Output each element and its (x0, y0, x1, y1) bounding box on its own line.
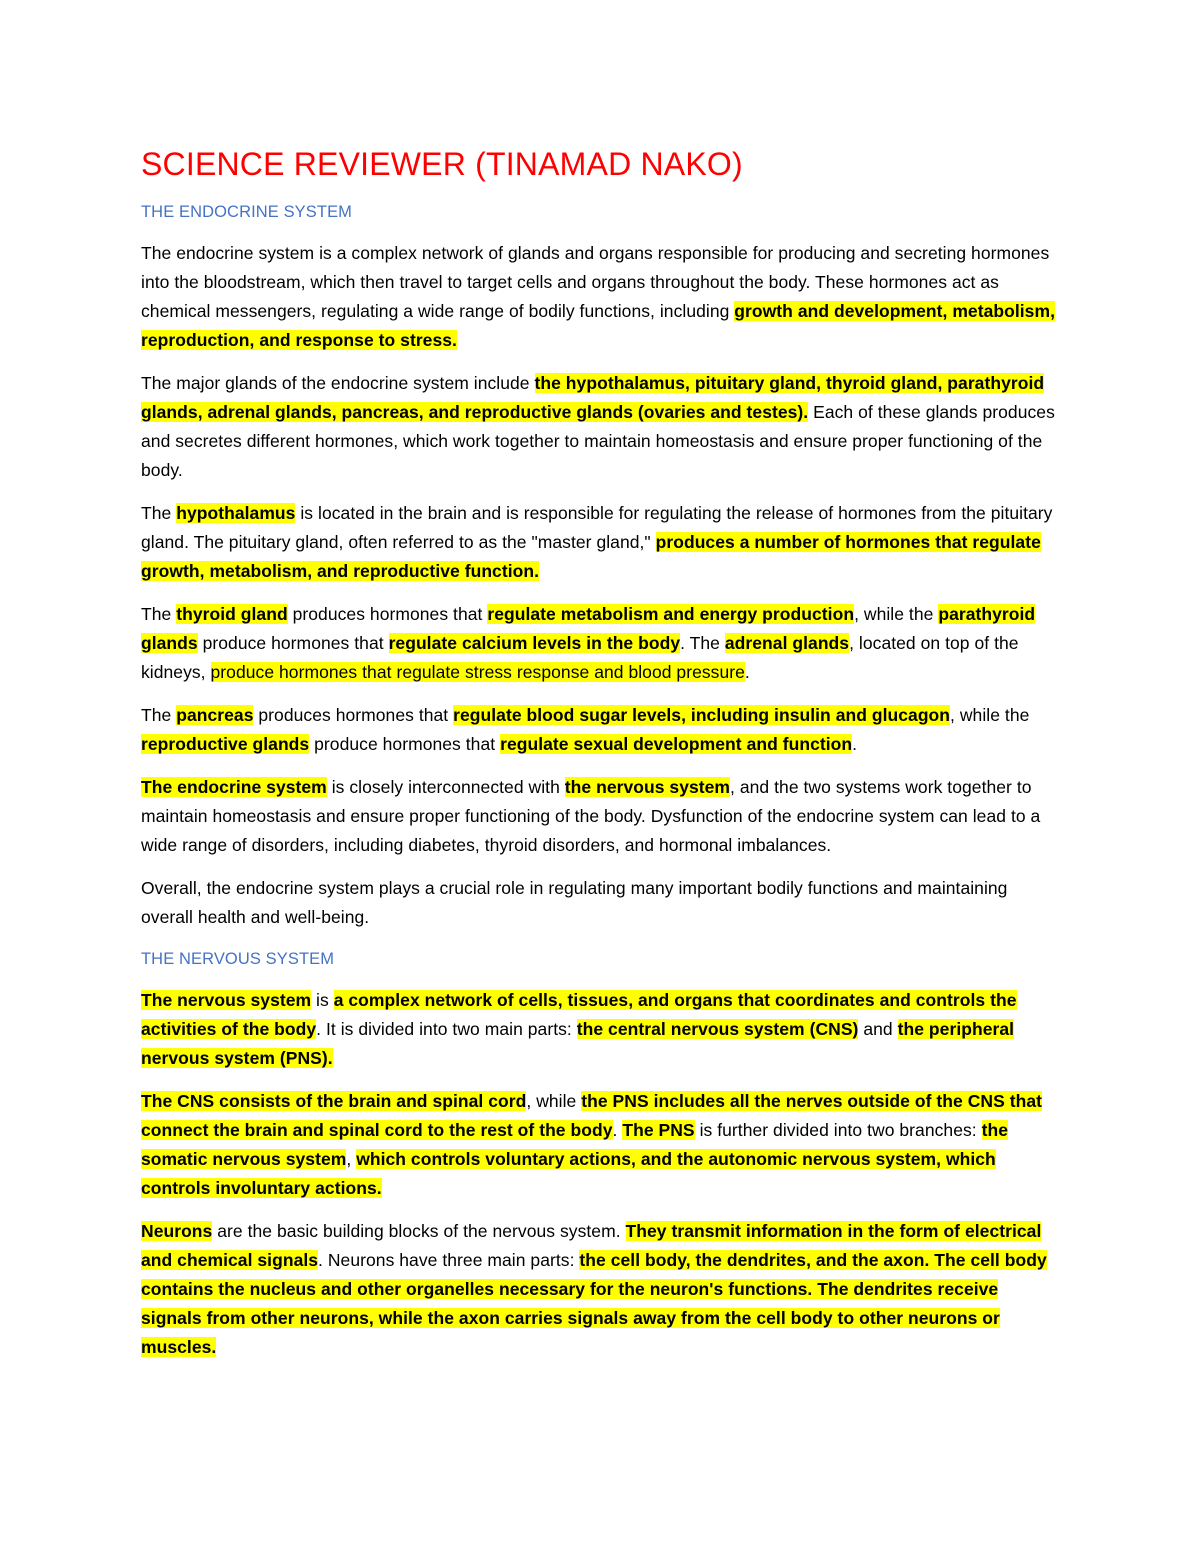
text-run: . (852, 734, 858, 754)
text-run: is further divided into two branches: (694, 1120, 982, 1140)
highlighted-text: the PNS includes all the nerves outside of the CNS that connect the brain and spinal cord to the rest of the body (141, 1091, 1042, 1140)
text-run: and (858, 1019, 898, 1039)
highlighted-text: They transmit information in the form of electrical and chemical signals (141, 1221, 1042, 1270)
paragraph (141, 1087, 1060, 1203)
paragraph (141, 1217, 1060, 1362)
highlighted-text: regulate blood sugar levels, including insulin and glucagon (453, 705, 951, 725)
text-run: The (141, 604, 177, 624)
text-run: is closely interconnected with (326, 777, 565, 797)
highlighted-text: parathyroid glands (141, 604, 1036, 653)
text-run: The (141, 705, 177, 725)
highlighted-text: produces a number of hormones that regulate growth, metabolism, and reproductive function. (141, 532, 1041, 581)
text-run: . Neurons have three main parts: (318, 1250, 580, 1270)
highlighted-text: the nervous system (564, 777, 731, 797)
text-run: , located on top of the kidneys, (141, 633, 1019, 682)
text-run: , and the two systems work together to maintain homeostasis and ensure proper functioning of the body. Dysfunction of the endocrine system can lead to a wide range of disorders, including diabetes, thyroid disorders, and hormonal imbalances. (141, 777, 1041, 855)
highlighted-text: produce hormones that regulate stress response and blood pressure (210, 662, 745, 682)
highlighted-text: growth and development, metabolism, reproduction, and response to stress. (141, 301, 1055, 350)
paragraph (141, 600, 1060, 687)
highlighted-text: pancreas (176, 705, 254, 725)
text-run: produce hormones that (309, 734, 501, 754)
section-heading-endocrine: THE ENDOCRINE SYSTEM (141, 203, 353, 221)
highlighted-text: the peripheral nervous system (PNS). (141, 1019, 1015, 1068)
text-run: Overall, the endocrine system plays a crucial role in regulating many important bodily functions and maintaining overall health and well-being. (141, 878, 1008, 927)
text-run: produces hormones that (287, 604, 488, 624)
paragraph (141, 773, 1060, 860)
text-run: . (612, 1120, 623, 1140)
highlighted-text: The CNS consists of the brain and spinal cord (141, 1091, 527, 1111)
text-run: Each of these glands produces and secretes different hormones, which work together to maintain homeostasis and ensure proper functioning of the body. (141, 402, 1055, 480)
paragraph (141, 701, 1060, 759)
highlighted-text: a complex network of cells, tissues, and organs that coordinates and controls the activities of the body (141, 990, 1017, 1039)
highlighted-text: reproductive glands (141, 734, 310, 754)
highlighted-text: regulate calcium levels in the body (388, 633, 681, 653)
text-run: produces hormones that (253, 705, 454, 725)
text-run: The (141, 503, 177, 523)
text-run: produce hormones that (197, 633, 389, 653)
highlighted-text: which controls voluntary actions, and the autonomic nervous system, which controls involuntary actions. (141, 1149, 996, 1198)
text-run: , while the (854, 604, 939, 624)
highlighted-text: the cell body, the dendrites, and the axon. The cell body contains the nucleus and other organelles necessary for the neuron's functions. The dendrites receive signals from other neurons, while the axon carries signals away from the cell body to other neurons or muscles. (141, 1250, 1047, 1357)
text-run: is located in the brain and is responsible for regulating the release of hormones from the pituitary gland. The pituitary gland, often referred to as the "master gland," (141, 503, 1053, 552)
text-run: . (744, 662, 750, 682)
highlighted-text: thyroid gland (176, 604, 288, 624)
highlighted-text: hypothalamus (176, 503, 296, 523)
highlighted-text: adrenal glands (724, 633, 850, 653)
text-run: , (346, 1149, 357, 1169)
paragraph (141, 239, 1060, 355)
highlighted-text: The endocrine system (141, 777, 327, 797)
highlighted-text: The PNS (622, 1120, 695, 1140)
text-run: is (311, 990, 334, 1010)
text-run: , while (526, 1091, 582, 1111)
paragraph (141, 499, 1060, 586)
highlighted-text: The nervous system (141, 990, 312, 1010)
highlighted-text: the central nervous system (CNS) (576, 1019, 859, 1039)
paragraph (141, 874, 1060, 932)
paragraph (141, 369, 1060, 485)
highlighted-text: regulate metabolism and energy production (487, 604, 855, 624)
section-heading-nervous: THE NERVOUS SYSTEM (141, 950, 335, 968)
highlighted-text: regulate sexual development and function (500, 734, 853, 754)
text-run: , while the (950, 705, 1030, 725)
highlighted-text: the hypothalamus, pituitary gland, thyroid gland, parathyroid glands, adrenal glands, pancreas, and reproductive glands (ovaries and testes). (141, 373, 1045, 422)
document-title: SCIENCE REVIEWER (TINAMAD NAKO) (141, 146, 743, 182)
text-run: . The (680, 633, 725, 653)
highlighted-text: the somatic nervous system (141, 1120, 1009, 1169)
text-run: are the basic building blocks of the nervous system. (212, 1221, 626, 1241)
highlighted-text: Neurons (141, 1221, 213, 1241)
paragraph (141, 986, 1060, 1073)
text-run: The endocrine system is a complex network of glands and organs responsible for producing and secreting hormones into the bloodstream, which then travel to target cells and organs throughout the body. These hormones act as chemical messengers, regulating a wide range of bodily functions, including (141, 243, 1050, 321)
text-run: . It is divided into two main parts: (316, 1019, 577, 1039)
text-run: The major glands of the endocrine system include (141, 373, 535, 393)
